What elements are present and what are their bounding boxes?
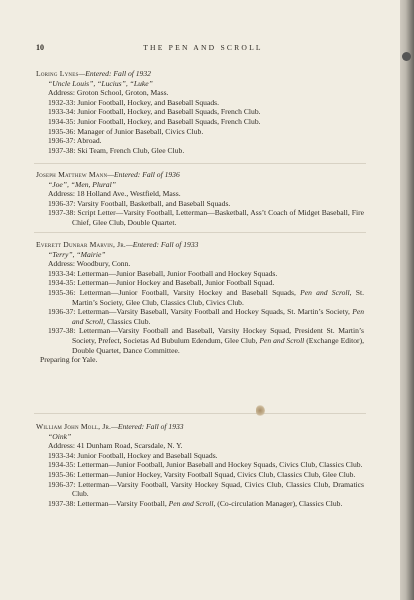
- record-line: 1933-34: Junior Football, Hockey and Baseball Squads.: [48, 450, 218, 460]
- entry-divider: [34, 163, 366, 164]
- entry-everett-marvin: [36, 240, 364, 365]
- student-name: Joseph Matthew Mann: [36, 170, 108, 179]
- nicknames: “Joe”, “Men, Plural”: [48, 179, 116, 189]
- record-line: 1934-35: Letterman—Junior Hockey and Baseball, Junior Football Squad.: [48, 278, 275, 288]
- record-line: 1937-38: Script Letter—Varsity Football, Letterman—Basketball, Ass’t Coach of Midget Baseball, Fire Chief, Glee Club, Double Quartet.: [48, 208, 364, 227]
- address: Address: Woodbury, Conn.: [48, 259, 131, 269]
- record-line: 1937-38: Letterman—Varsity Football, Pen and Scroll, (Co-circulation Manager), Classics Club.: [48, 498, 343, 508]
- student-name: William John Moll, Jr.: [36, 422, 112, 431]
- entry-william-moll: [36, 422, 364, 508]
- entry-heading: [36, 422, 364, 432]
- student-name: Everett Dunbar Marvin, Jr.: [36, 240, 126, 249]
- record-line: 1937-38: Letterman—Varsity Football and Baseball, Varsity Hockey Squad, President St. Martin’s Society, Prefect, Societas Ad Bubulum Edendum, Glee Club, Pen and Scroll (Exchange Editor), Double Quartet, Dance Committee.: [48, 326, 365, 355]
- record-line: 1932-33: Junior Football, Hockey, and Baseball Squads.: [48, 97, 219, 107]
- entered-date: —Entered: Fall of 1933: [125, 240, 199, 249]
- page-number: 10: [36, 43, 44, 52]
- entry-divider: [34, 413, 366, 414]
- student-name: Loring Lynes: [36, 69, 79, 78]
- record-line: 1936-37: Letterman—Varsity Baseball, Varsity Football and Hockey Squads, St. Martin’s Society, Pen and Scroll, Classics Club.: [48, 307, 364, 326]
- entered-date: —Entered: Fall of 1936: [107, 170, 180, 179]
- nicknames: “Oink”: [48, 431, 72, 441]
- binder-hole: [402, 52, 411, 61]
- entry-heading: [36, 240, 364, 250]
- record-line: 1935-36: Letterman—Junior Hockey, Varsity Football Squad, Civics Club, Classics Club, Glee Club.: [48, 469, 356, 479]
- record-line: 1933-34: Letterman—Junior Baseball, Junior Football and Hockey Squads.: [48, 268, 278, 278]
- entry-heading: [36, 170, 364, 180]
- record-line: 1934-35: Junior Football, Hockey, and Baseball Squads, French Club.: [48, 116, 261, 126]
- journal-title: THE PEN AND SCROLL: [143, 43, 263, 52]
- entry-heading: [36, 69, 364, 79]
- record-line: 1935-36: Letterman—Junior Football, Varsity Hockey and Baseball Squads, Pen and Scroll, St. Martin’s Society, Glee Club, Classics Club, Civics Club.: [48, 287, 364, 307]
- record-line: 1936-37: Varsity Football, Basketball, and Baseball Squads.: [48, 198, 231, 208]
- entered-date: —Entered: Fall of 1933: [111, 422, 184, 431]
- address: Address: Groton School, Groton, Mass.: [48, 88, 169, 98]
- record-line: 1936-37: Abroad.: [48, 136, 102, 146]
- record-line: 1936-37: Letterman—Varsity Football, Varsity Hockey Squad, Civics Club, Classics Club, Dramatics Club.: [48, 479, 364, 499]
- nicknames: “Uncle Louis”, “Lucius”, “Luke”: [48, 78, 153, 88]
- entry-divider: [34, 232, 366, 233]
- entered-date: —Entered: Fall of 1932: [78, 69, 151, 78]
- address: Address: 41 Dunham Road, Scarsdale, N. Y.: [48, 441, 183, 451]
- ink-smudge: [256, 405, 265, 416]
- entry-loring-lynes: [36, 69, 364, 155]
- record-line: 1935-36: Manager of Junior Baseball, Civics Club.: [48, 126, 204, 136]
- record-line: 1937-38: Ski Team, French Club, Glee Club.: [48, 145, 185, 155]
- record-line: 1934-35: Letterman—Junior Football, Junior Baseball and Hockey Squads, Civics Club, Classics Club.: [48, 460, 363, 470]
- record-line: 1933-34: Junior Football, Hockey, and Baseball Squads, French Club.: [48, 107, 261, 117]
- note: Preparing for Yale.: [40, 355, 98, 365]
- nicknames: “Terry”, “Mairie”: [48, 249, 106, 259]
- page-edge: [400, 0, 414, 600]
- running-head: [36, 43, 370, 55]
- address: Address: 18 Holland Ave., Westfield, Mass.: [48, 189, 181, 199]
- entry-joseph-mann: [36, 170, 364, 228]
